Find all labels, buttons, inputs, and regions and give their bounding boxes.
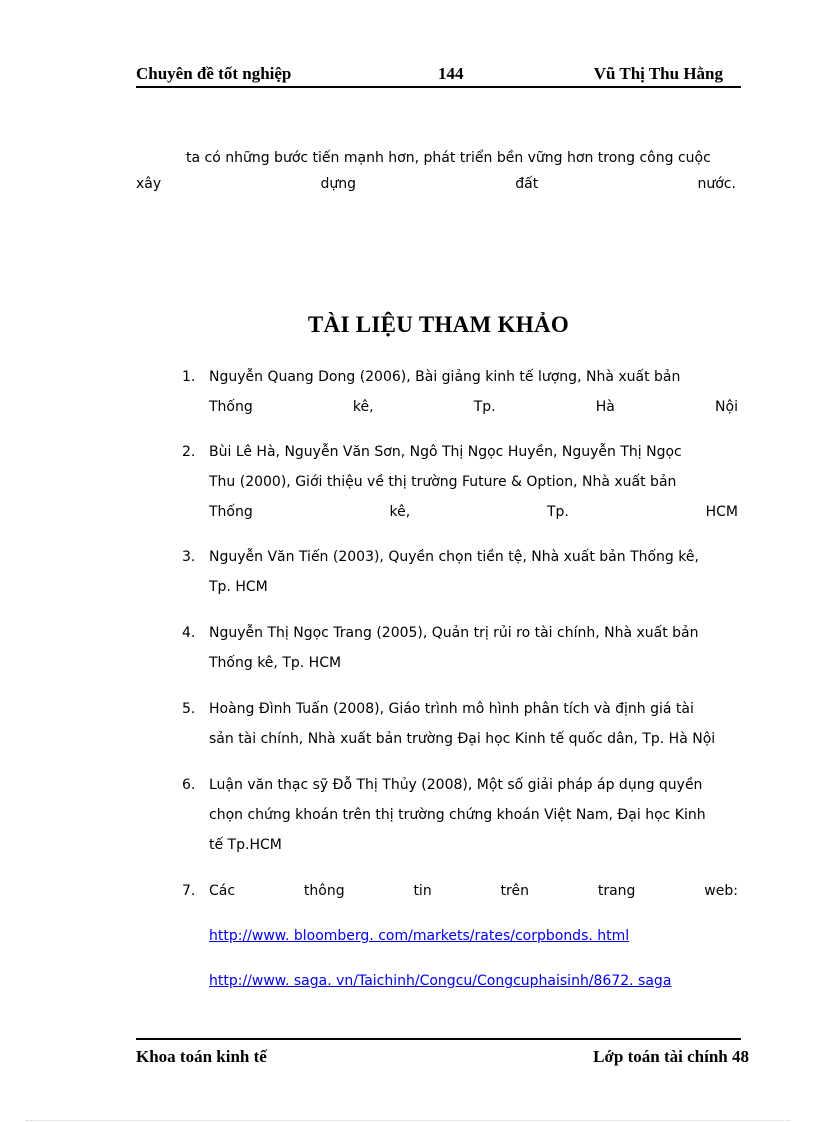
- reference-line: Thu (2000), Giới thiệu về thị trường Future & Option, Nhà xuất bản: [209, 474, 677, 490]
- reference-word: Các: [209, 883, 236, 899]
- header-author: Vũ Thị Thu Hằng: [593, 64, 723, 83]
- reference-item: [182, 542, 738, 602]
- reference-word: Thống: [209, 399, 253, 415]
- reference-link-saga[interactable]: http://www. saga. vn/Taichinh/Congcu/Congcuphaisinh/8672. saga: [209, 973, 672, 989]
- reference-line: sản tài chính, Nhà xuất bản trường Đại học Kinh tế quốc dân, Tp. Hà Nội: [209, 731, 716, 747]
- intro-line-1: ta có những bước tiến mạnh hơn, phát triển bền vững hơn trong công cuộc: [186, 150, 711, 166]
- reference-link-bloomberg[interactable]: http://www. bloomberg. com/markets/rates/corpbonds. html: [209, 928, 630, 944]
- reference-number: 6.: [182, 777, 196, 793]
- intro-word: xây: [136, 176, 162, 192]
- reference-word: HCM: [705, 504, 738, 520]
- reference-word: Hà: [595, 399, 615, 415]
- header-title: Chuyên đề tốt nghiệp: [136, 64, 292, 83]
- intro-word: đất: [515, 176, 539, 192]
- reference-line: Luận văn thạc sỹ Đỗ Thị Thủy (2008), Một số giải pháp áp dụng quyền: [209, 777, 703, 793]
- reference-item: [182, 876, 738, 906]
- reference-item: [182, 770, 738, 860]
- intro-word: dựng: [320, 176, 356, 192]
- reference-word: tin: [413, 883, 432, 899]
- reference-line: Tp. HCM: [209, 579, 268, 595]
- reference-word: Thống: [209, 504, 253, 520]
- reference-number: 7.: [182, 883, 196, 899]
- reference-word: thông: [303, 883, 345, 899]
- page-footer: [136, 1038, 749, 1070]
- footer-faculty: Khoa toán kinh tế: [136, 1047, 267, 1066]
- reference-word: trang: [597, 883, 636, 899]
- reference-line: chọn chứng khoán trên thị trường chứng khoán Việt Nam, Đại học Kinh: [209, 807, 706, 823]
- reference-line: Nguyễn Quang Dong (2006), Bài giảng kinh tế lượng, Nhà xuất bản: [209, 369, 681, 385]
- reference-number: 3.: [182, 549, 196, 565]
- reference-line: Nguyễn Văn Tiến (2003), Quyền chọn tiền tệ, Nhà xuất bản Thống kê,: [209, 549, 699, 565]
- reference-line: Bùi Lê Hà, Nguyễn Văn Sơn, Ngô Thị Ngọc Huyền, Nguyễn Thị Ngọc: [209, 444, 682, 460]
- reference-word: web:: [704, 883, 738, 899]
- reference-line: Thống kê, Tp. HCM: [209, 655, 342, 671]
- reference-word: Tp.: [546, 504, 569, 520]
- intro-line-2: [136, 176, 736, 192]
- reference-word: trên: [500, 883, 529, 899]
- reference-item: [182, 694, 738, 754]
- reference-word: Tp.: [473, 399, 496, 415]
- reference-line: [209, 497, 738, 527]
- reference-number: 4.: [182, 625, 196, 641]
- page-header: [136, 62, 741, 88]
- reference-number: 2.: [182, 444, 196, 460]
- section-title: TÀI LIỆU THAM KHẢO: [307, 312, 570, 337]
- footer-class: Lớp toán tài chính 48: [593, 1047, 749, 1066]
- reference-number: 1.: [182, 369, 196, 385]
- reference-line: tế Tp.HCM: [209, 837, 282, 853]
- reference-line: [209, 876, 738, 906]
- reference-line: Hoàng Đình Tuấn (2008), Giáo trình mô hình phân tích và định giá tài: [209, 701, 694, 717]
- reference-line: Nguyễn Thị Ngọc Trang (2005), Quản trị rủi ro tài chính, Nhà xuất bản: [209, 625, 699, 641]
- header-page-number: 144: [438, 64, 464, 83]
- reference-item: [182, 437, 738, 527]
- reference-word: kê,: [352, 399, 374, 415]
- page-bottom-border: [26, 1120, 790, 1121]
- intro-word: nước.: [697, 176, 736, 192]
- reference-word: kê,: [389, 504, 411, 520]
- reference-item: [182, 618, 738, 678]
- reference-word: Nội: [715, 399, 738, 415]
- reference-item: [182, 362, 738, 422]
- reference-line: [209, 392, 738, 422]
- reference-number: 5.: [182, 701, 196, 717]
